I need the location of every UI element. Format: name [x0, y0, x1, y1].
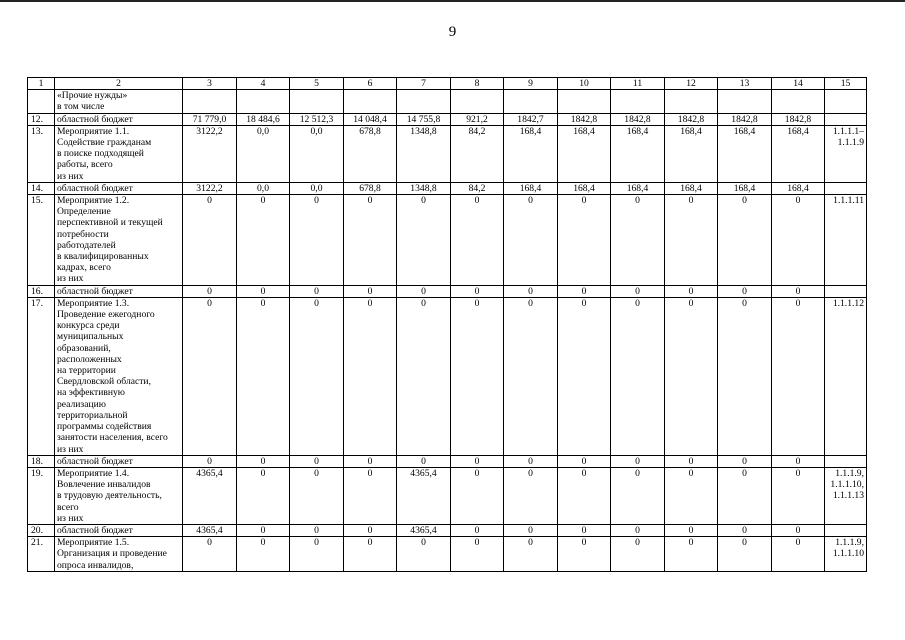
column-header-15: 15 [825, 78, 867, 90]
value-cell-col13: 168,4 [718, 125, 772, 182]
value-cell-col8: 0 [451, 195, 504, 286]
value-cell-col4: 0 [237, 297, 290, 455]
value-cell-col12: 0 [665, 455, 718, 467]
value-cell-col10: 168,4 [558, 125, 611, 182]
value-cell-col13: 0 [718, 285, 772, 297]
value-cell-col10 [558, 90, 611, 113]
value-cell-col4: 0 [237, 285, 290, 297]
bottom-edge [0, 636, 905, 640]
value-cell-col12: 0 [665, 467, 718, 524]
value-cell-col7: 0 [397, 297, 451, 455]
value-cell-col11: 168,4 [611, 125, 665, 182]
value-cell-col13: 0 [718, 297, 772, 455]
value-cell-col11: 0 [611, 467, 665, 524]
value-cell-col3: 3122,2 [183, 182, 237, 194]
table-row [28, 455, 867, 467]
column-header-5: 5 [290, 78, 344, 90]
table-row [28, 285, 867, 297]
table-row [28, 125, 867, 182]
value-cell-col4 [237, 90, 290, 113]
column-header-14: 14 [772, 78, 825, 90]
row-number: 19. [28, 467, 55, 524]
value-cell-col14: 0 [772, 285, 825, 297]
page-number: 9 [448, 24, 457, 40]
value-cell-col6: 0 [344, 285, 397, 297]
value-cell-col7: 0 [397, 195, 451, 286]
table-row [28, 195, 867, 286]
value-cell-col12: 0 [665, 524, 718, 536]
target-code-cell: 1.1.1.1– 1.1.1.9 [825, 125, 867, 182]
value-cell-col10: 0 [558, 467, 611, 524]
value-cell-col3: 4365,4 [183, 524, 237, 536]
column-header-4: 4 [237, 78, 290, 90]
column-header-9: 9 [504, 78, 558, 90]
table-row [28, 537, 867, 572]
value-cell-col14: 0 [772, 467, 825, 524]
row-description: Мероприятие 1.3. Проведение ежегодного конкурса среди муниципальных образований, расположенных на территории Свердловской области, на эффективную реализацию территориальной программы содействия занятости населения, всего из них [55, 297, 183, 455]
value-cell-col3 [183, 90, 237, 113]
value-cell-col14: 0 [772, 524, 825, 536]
value-cell-col8: 0 [451, 297, 504, 455]
value-cell-col5: 0 [290, 285, 344, 297]
value-cell-col4: 0 [237, 524, 290, 536]
value-cell-col10: 0 [558, 285, 611, 297]
row-description: Мероприятие 1.4. Вовлечение инвалидов в трудовую деятельность, всего из них [55, 467, 183, 524]
value-cell-col11: 0 [611, 297, 665, 455]
value-cell-col7: 14 755,8 [397, 113, 451, 125]
value-cell-col13: 0 [718, 195, 772, 286]
value-cell-col3: 0 [183, 285, 237, 297]
table-row [28, 297, 867, 455]
row-number: 16. [28, 285, 55, 297]
value-cell-col7: 0 [397, 285, 451, 297]
value-cell-col12: 0 [665, 537, 718, 572]
column-header-3: 3 [183, 78, 237, 90]
value-cell-col9 [504, 90, 558, 113]
value-cell-col5 [290, 90, 344, 113]
value-cell-col8: 84,2 [451, 182, 504, 194]
value-cell-col13: 0 [718, 467, 772, 524]
value-cell-col9: 0 [504, 524, 558, 536]
table-row [28, 113, 867, 125]
column-header-11: 11 [611, 78, 665, 90]
value-cell-col6: 0 [344, 455, 397, 467]
value-cell-col4: 0 [237, 455, 290, 467]
target-code-cell: 1.1.1.12 [825, 297, 867, 455]
row-description: областной бюджет [55, 455, 183, 467]
budget-table [27, 77, 867, 572]
value-cell-col7: 1348,8 [397, 125, 451, 182]
value-cell-col7: 1348,8 [397, 182, 451, 194]
value-cell-col12: 168,4 [665, 125, 718, 182]
table-row [28, 182, 867, 194]
value-cell-col10: 0 [558, 537, 611, 572]
value-cell-col13: 0 [718, 524, 772, 536]
row-number: 20. [28, 524, 55, 536]
value-cell-col10: 168,4 [558, 182, 611, 194]
row-description: Мероприятие 1.5. Организация и проведение опроса инвалидов, [55, 537, 183, 572]
target-code-cell [825, 524, 867, 536]
row-description: Мероприятие 1.1. Содействие гражданам в поиске подходящей работы, всего из них [55, 125, 183, 182]
value-cell-col6: 0 [344, 195, 397, 286]
value-cell-col3: 3122,2 [183, 125, 237, 182]
value-cell-col7: 0 [397, 455, 451, 467]
value-cell-col3: 0 [183, 195, 237, 286]
value-cell-col10: 1842,8 [558, 113, 611, 125]
value-cell-col5: 0 [290, 455, 344, 467]
value-cell-col13: 168,4 [718, 182, 772, 194]
value-cell-col14: 168,4 [772, 125, 825, 182]
value-cell-col9: 1842,7 [504, 113, 558, 125]
value-cell-col10: 0 [558, 455, 611, 467]
column-header-7: 7 [397, 78, 451, 90]
value-cell-col10: 0 [558, 297, 611, 455]
value-cell-col4: 0,0 [237, 125, 290, 182]
value-cell-col13: 0 [718, 455, 772, 467]
value-cell-col14: 0 [772, 297, 825, 455]
value-cell-col4: 0 [237, 467, 290, 524]
target-code-cell [825, 285, 867, 297]
value-cell-col11: 0 [611, 455, 665, 467]
row-description: «Прочие нужды» в том числе [55, 90, 183, 113]
column-header-2: 2 [55, 78, 183, 90]
value-cell-col13: 0 [718, 537, 772, 572]
value-cell-col3: 0 [183, 297, 237, 455]
value-cell-col3: 4365,4 [183, 467, 237, 524]
value-cell-col14: 168,4 [772, 182, 825, 194]
value-cell-col12: 0 [665, 195, 718, 286]
table-row [28, 524, 867, 536]
value-cell-col6: 678,8 [344, 125, 397, 182]
table-header-row [28, 78, 867, 90]
value-cell-col12 [665, 90, 718, 113]
value-cell-col7: 4365,4 [397, 467, 451, 524]
target-code-cell [825, 182, 867, 194]
value-cell-col12: 1842,8 [665, 113, 718, 125]
value-cell-col6 [344, 90, 397, 113]
value-cell-col9: 0 [504, 297, 558, 455]
value-cell-col9: 0 [504, 467, 558, 524]
value-cell-col5: 0 [290, 467, 344, 524]
value-cell-col14: 0 [772, 455, 825, 467]
value-cell-col6: 14 048,4 [344, 113, 397, 125]
target-code-cell [825, 90, 867, 113]
column-header-13: 13 [718, 78, 772, 90]
value-cell-col9: 0 [504, 455, 558, 467]
value-cell-col3: 0 [183, 455, 237, 467]
value-cell-col9: 168,4 [504, 182, 558, 194]
row-number: 12. [28, 113, 55, 125]
table-row [28, 467, 867, 524]
value-cell-col6: 0 [344, 297, 397, 455]
target-code-cell: 1.1.1.9, 1.1.1.10, 1.1.1.13 [825, 467, 867, 524]
target-code-cell: 1.1.1.11 [825, 195, 867, 286]
value-cell-col8: 0 [451, 455, 504, 467]
value-cell-col5: 0 [290, 537, 344, 572]
row-description: областной бюджет [55, 113, 183, 125]
row-number: 13. [28, 125, 55, 182]
row-description: областной бюджет [55, 182, 183, 194]
value-cell-col3: 71 779,0 [183, 113, 237, 125]
value-cell-col9: 0 [504, 195, 558, 286]
value-cell-col7: 0 [397, 537, 451, 572]
target-code-cell: 1.1.1.9, 1.1.1.10 [825, 537, 867, 572]
row-number: 18. [28, 455, 55, 467]
value-cell-col9: 0 [504, 285, 558, 297]
row-description: Мероприятие 1.2. Определение перспективной и текущей потребности работодателей в квалифицированных кадрах, всего из них [55, 195, 183, 286]
column-header-8: 8 [451, 78, 504, 90]
value-cell-col13: 1842,8 [718, 113, 772, 125]
value-cell-col14: 0 [772, 537, 825, 572]
value-cell-col12: 0 [665, 297, 718, 455]
column-header-6: 6 [344, 78, 397, 90]
target-code-cell [825, 455, 867, 467]
value-cell-col11 [611, 90, 665, 113]
value-cell-col14 [772, 90, 825, 113]
value-cell-col6: 0 [344, 537, 397, 572]
value-cell-col7 [397, 90, 451, 113]
column-header-12: 12 [665, 78, 718, 90]
value-cell-col11: 1842,8 [611, 113, 665, 125]
row-number [28, 90, 55, 113]
value-cell-col3: 0 [183, 537, 237, 572]
value-cell-col11: 0 [611, 285, 665, 297]
row-number: 15. [28, 195, 55, 286]
column-header-1: 1 [28, 78, 55, 90]
value-cell-col10: 0 [558, 524, 611, 536]
row-description: областной бюджет [55, 285, 183, 297]
value-cell-col7: 4365,4 [397, 524, 451, 536]
value-cell-col10: 0 [558, 195, 611, 286]
value-cell-col12: 0 [665, 285, 718, 297]
value-cell-col6: 0 [344, 467, 397, 524]
value-cell-col8: 0 [451, 467, 504, 524]
value-cell-col14: 1842,8 [772, 113, 825, 125]
value-cell-col12: 168,4 [665, 182, 718, 194]
row-number: 17. [28, 297, 55, 455]
column-header-10: 10 [558, 78, 611, 90]
value-cell-col14: 0 [772, 195, 825, 286]
value-cell-col11: 168,4 [611, 182, 665, 194]
value-cell-col9: 168,4 [504, 125, 558, 182]
value-cell-col5: 0,0 [290, 125, 344, 182]
value-cell-col9: 0 [504, 537, 558, 572]
value-cell-col4: 0 [237, 195, 290, 286]
value-cell-col8 [451, 90, 504, 113]
value-cell-col6: 0 [344, 524, 397, 536]
value-cell-col11: 0 [611, 537, 665, 572]
value-cell-col5: 0,0 [290, 182, 344, 194]
value-cell-col8: 0 [451, 524, 504, 536]
value-cell-col4: 18 484,6 [237, 113, 290, 125]
row-number: 14. [28, 182, 55, 194]
row-number: 21. [28, 537, 55, 572]
value-cell-col6: 678,8 [344, 182, 397, 194]
value-cell-col5: 12 512,3 [290, 113, 344, 125]
value-cell-col11: 0 [611, 195, 665, 286]
value-cell-col13 [718, 90, 772, 113]
value-cell-col8: 0 [451, 285, 504, 297]
value-cell-col5: 0 [290, 195, 344, 286]
value-cell-col5: 0 [290, 297, 344, 455]
target-code-cell [825, 113, 867, 125]
top-border-line [0, 0, 905, 2]
value-cell-col8: 0 [451, 537, 504, 572]
table-row [28, 90, 867, 113]
row-description: областной бюджет [55, 524, 183, 536]
value-cell-col4: 0,0 [237, 182, 290, 194]
value-cell-col8: 921,2 [451, 113, 504, 125]
value-cell-col4: 0 [237, 537, 290, 572]
value-cell-col11: 0 [611, 524, 665, 536]
value-cell-col8: 84,2 [451, 125, 504, 182]
value-cell-col5: 0 [290, 524, 344, 536]
